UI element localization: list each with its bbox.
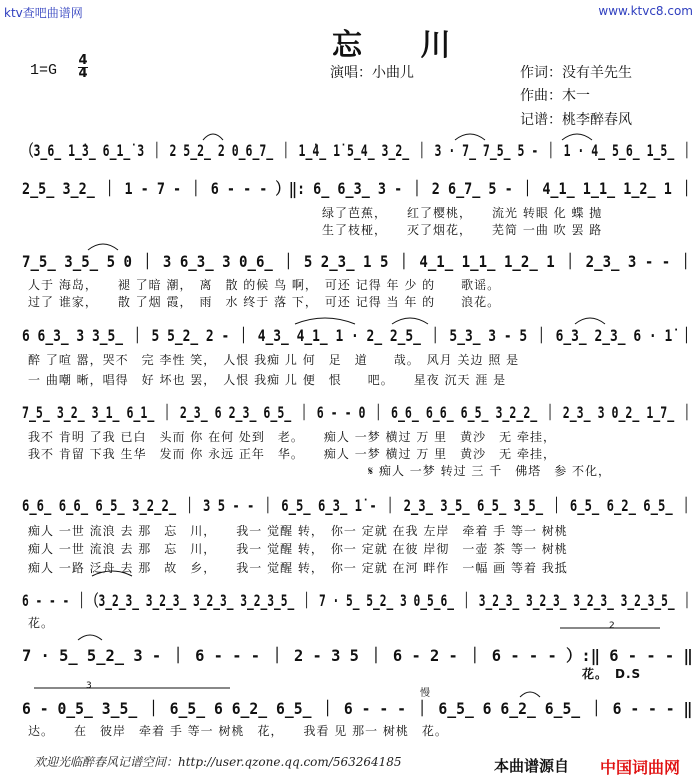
lyric-line-3-verse-1: 人于 海岛， 褪 了暗 潮， 离 散 的候 鸟 啊， 可还 记得 年 少 的 歌谣。 [28, 278, 501, 292]
lyric-line-3-verse-2: 过了 谁家， 散 了烟 霞， 雨 水 终于 落 下， 可还 记得 当 年 的 浪花。 [28, 295, 501, 309]
score-line-3: 7̲5̲ 3̲5̲ 5 0 ｜ 3 6̲3̲ 3 0̲6̲ ｜ 5 2̲3̲ 1 5 ｜ 4̲1̲ 1̲1̲ 1̲2̲ 1 ｜ 2̲3̲ 3 - - ｜ [22, 252, 693, 271]
composer-credit: 作曲：木一 [520, 88, 590, 104]
watermark-right: www.ktvc8.com [598, 4, 693, 18]
volta-number-3: 3 [86, 681, 92, 691]
lyric-line-2-verse-2: 生了枝桠， 灭了烟花， 芜简 一曲 吹 罢 路 [322, 223, 603, 237]
lyric-line-5-verse-2: 我不 肯留 下我 生华 发而 你 永远 正年 华。 痴人 一梦 横过 万 里 黄沙 无 牵挂， [28, 447, 556, 461]
key-signature: 1=G [30, 62, 58, 79]
score-line-6: 6̲6̲ 6̲6̲ 6̲5̲ 3̲2̲2̲ ｜ 3 5 - - ｜ 6̲5̲ 6̲3̲ 1̇ - ｜ 2̲3̲ 3̲5̲ 6̲5̲ 3̲5̲ ｜ 6̲5̲ 6̲2̲ 6̲5̲ ｜ [22, 496, 693, 515]
footer-source: 本曲谱源自 [494, 757, 570, 775]
score-line-1: （3̲6̲ 1̲̇3̲ 6̲1̲̇ 3 ｜ 2 5̲2̲ 2 0̲6̲7̲ ｜ 1̲̇4̲ 1̇ 5̲4̲ 3̲2̲ ｜ 3 · 7̲ 7̲5̲ 5 - ｜ 1 · 4̲ 5̲6̲ 1̲5̲ ｜ [22, 141, 693, 160]
score-line-5: 7̲5̲ 3̲2̲ 3̲1̲ 6̲1̲ ｜ 2̲3̲ 6 2̲3̲ 6̲5̲ ｜ 6 - - 0 ｜ 6̲6̲ 6̲6̲ 6̲5̲ 3̲2̲2̲ ｜ 2̲3̲ 3 0̲2̲ 1̲7̲ ｜ [22, 403, 693, 422]
song-title: 忘 川 [332, 28, 475, 63]
lyric-line-5-verse-1: 我不 肯明 了我 已白 头而 你 在何 处到 老。 痴人 一梦 横过 万 里 黄沙 无 牵挂， [28, 430, 556, 444]
score-line-7: 6 - - - ｜（3̲2̲3̲ 3̲2̲3̲ 3̲2̲3̲ 3̲2̲3̲5̲ ｜ 7 · 5̲ 5̲2̲ 3 0̲5̲6̲ ｜ 3̲2̲3̲ 3̲2̲3̲ 3̲2̲3̲ 3̲2̲3̲5̲ ｜ [22, 591, 693, 610]
footer-note: 欢迎光临醉春风记谱空间：http://user.qzone.qq.com/563264185 [34, 755, 402, 769]
score-line-2: 2̲5̲ 3̲2̲ ｜ 1 - 7 - ｜ 6 - - - ）‖: 6̲ 6̲3̲ 3 - ｜ 2 6̲7̲ 5 - ｜ 4̲1̲ 1̲1̲ 1̲2̲ 1 ｜ [22, 179, 694, 198]
lyric-line-4-verse-2: 一 曲嘲 晰，唱得 好 坏也 罢， 人恨 我痴 儿 便 恨 吧。 星夜 沉天 涯 是 [28, 373, 507, 387]
time-sig-top: 4 [78, 53, 88, 68]
lyric-line-4-verse-1: 醉 了喧 嚣，哭不 完 李性 笑， 人恨 我痴 儿 何 足 道 哉。 风月 关边 照 是 [28, 353, 520, 367]
volta-number-2: 2 [609, 621, 615, 631]
lyric-line-9: 达。 在 彼岸 牵着 手 等一 树桃 花， 我看 见 那一 树桃 花。 [28, 724, 448, 738]
lyric-line-2-verse-1: 绿了芭蕉， 红了樱桃， 流光 转眼 化 蝶 抛 [322, 206, 603, 220]
score-line-8: 7 · 5̲ 5̲2̲ 3 - ｜ 6 - - - ｜ 2 - 3 5 ｜ 6 - 2 - ｜ 6 - - - ）:‖ 6 - - - ‖ [22, 646, 693, 665]
tempo-mark: 慢 [420, 688, 430, 699]
lyric-line-8-ds: 花。 D.S [582, 667, 642, 681]
score-line-9: 6 - 0̲5̲ 3̲5̲ ｜ 6̲5̲ 6 6̲2̲ 6̲5̲ ｜ 6 - - - ｜ 6̲5̲ 6 6̲2̲ 6̲5̲ ｜ 6 - - - ‖ [22, 699, 693, 718]
watermark-left: ktv查吧曲谱网 [4, 6, 83, 20]
lyricist-credit: 作词：没有羊先生 [520, 65, 632, 81]
lyric-line-7: 花。 [28, 616, 55, 630]
lyric-line-6-verse-1: 痴人 一世 流浪 去 那 忘 川， 我一 觉醒 转， 你一 定就 在我 左岸 牵着 手 等一 树桃 [28, 524, 568, 538]
score-line-4: 6 6̲3̲ 3 3̲5̲ ｜ 5 5̲2̲ 2 - ｜ 4̲3̲ 4̲1̲ 1 · 2̲ 2̲5̲ ｜ 5̲3̲ 3 - 5 ｜ 6̲3̲ 2̲3̲ 6 · 1̇ ｜ [22, 326, 693, 345]
transcriber-credit: 记谱：桃李醉春风 [520, 112, 632, 128]
lyric-line-6-verse-3: 痴人 一路 泛舟 去 那 故 乡， 我一 觉醒 转， 你一 定就 在河 畔作 一幅 画 等着 我抵 [28, 561, 568, 575]
time-sig-bottom: 4 [78, 66, 88, 81]
slur-arc [78, 635, 102, 640]
lyric-line-6-verse-2: 痴人 一世 流浪 去 那 忘 川， 我一 觉醒 转， 你一 定就 在彼 岸彻 一壶 茶 等一 树桃 [28, 542, 568, 556]
lyric-line-5-verse-3: 𝄋 痴人 一梦 转过 三 千 佛塔 参 不化， [368, 464, 612, 478]
singer-credit: 演唱：小曲儿 [330, 65, 414, 81]
footer-brand[interactable]: 中国词曲网 [600, 758, 681, 777]
